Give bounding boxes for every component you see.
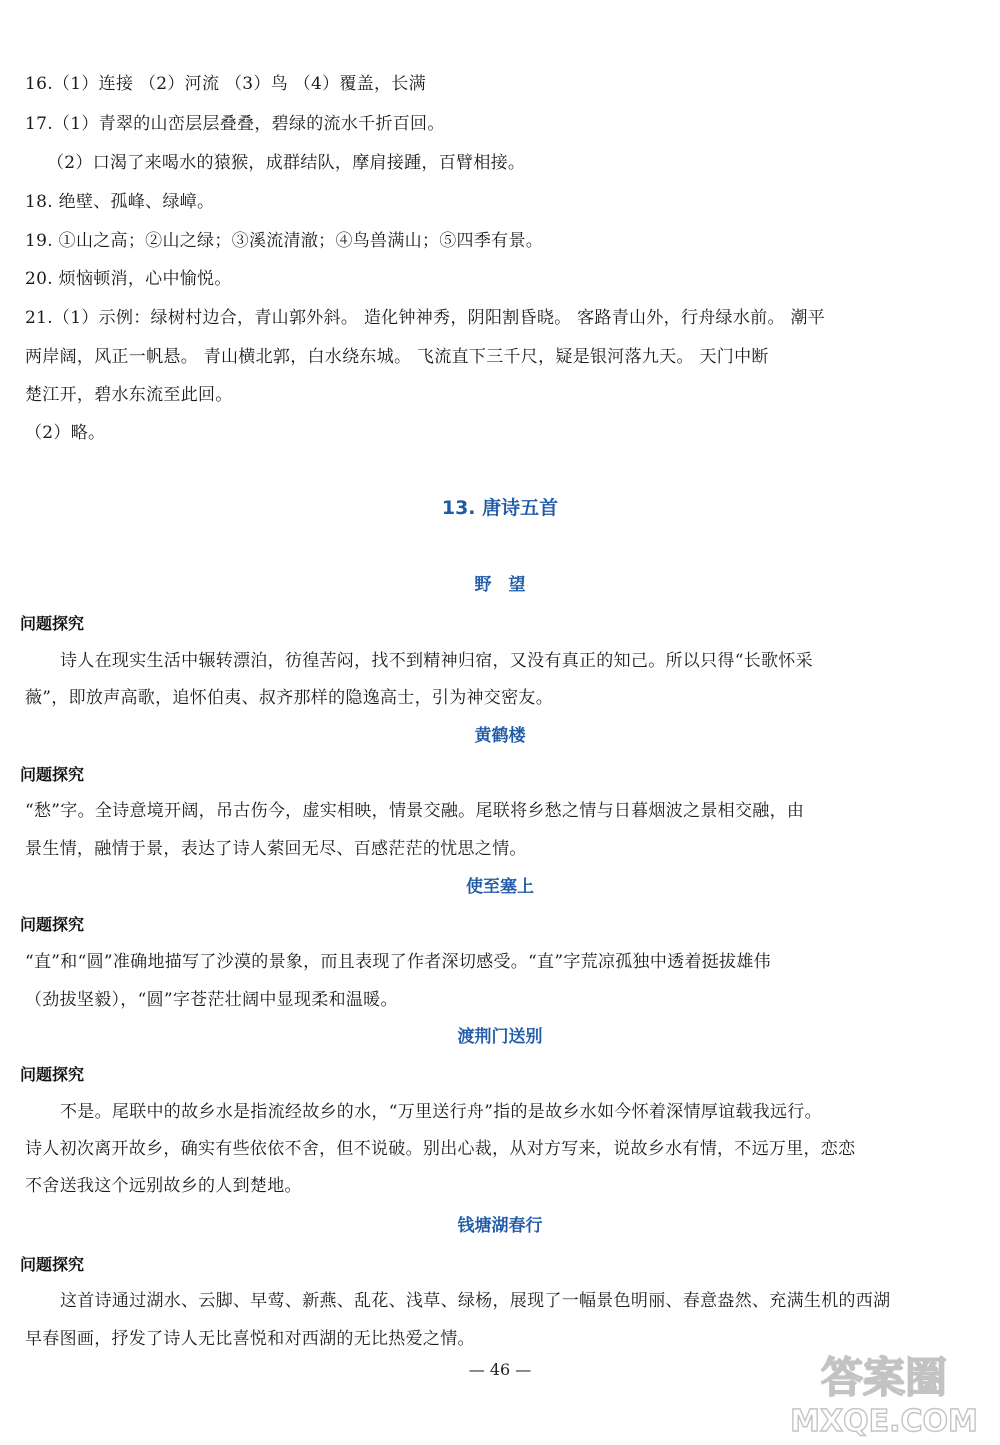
- poem-1-text-line1: 诗人在现实生活中辗转漂泊，彷徨苦闷，找不到精神归宿，又没有真正的知己。所以只得“长歌怀采: [60, 651, 813, 671]
- answer-21-line2: 两岸阔，风正一帆悬。 青山横北郭，白水绕东城。 飞流直下三千尺，疑是银河落九天。 天门中断: [25, 347, 769, 367]
- watermark-logo: [777, 1347, 992, 1437]
- question-label: 问题探究: [20, 765, 85, 784]
- question-label: 问题探究: [20, 915, 85, 934]
- page-number: — 46 —: [468, 1360, 532, 1379]
- poem-2-text-line2: 景生情，融情于景，表达了诗人萦回无尽、百感茫茫的忧思之情。: [25, 839, 527, 859]
- poem-title-dujingmen: 渡荆门送别: [457, 1027, 543, 1047]
- poem-title-huanghelou: 黄鹤楼: [474, 726, 526, 746]
- question-label: 问题探究: [20, 1255, 85, 1274]
- poem-5-text-line1: 这首诗通过湖水、云脚、早莺、新燕、乱花、浅草、绿杨，展现了一幅景色明丽、春意盎然、充满生机的西湖: [60, 1291, 891, 1311]
- poem-2-text-line1: “愁”字。全诗意境开阔，吊古伤今，虚实相映，情景交融。尾联将乡愁之情与日暮烟波之景相交融，由: [25, 801, 805, 821]
- watermark-text-cn: 答案圈: [820, 1353, 948, 1402]
- question-label: 问题探究: [20, 614, 85, 633]
- answer-17-part1: 17.（1）青翠的山峦层层叠叠，碧绿的流水千折百回。: [25, 114, 445, 134]
- answer-21-part2: （2）略。: [25, 423, 106, 443]
- poem-3-text-line1: “直”和“圆”准确地描写了沙漠的景象，而且表现了作者深切感受。“直”字荒凉孤独中透着挺拔雄伟: [25, 952, 771, 972]
- poem-5-text-line2: 早春图画，抒发了诗人无比喜悦和对西湖的无比热爱之情。: [25, 1329, 475, 1349]
- poem-title-yewang: 野 望: [474, 575, 526, 595]
- section-title: 13. 唐诗五首: [441, 497, 559, 519]
- poem-4-text-line2: 诗人初次离开故乡，确实有些依依不舍，但不说破。别出心裁，从对方写来，说故乡水有情，不远万里，恋恋: [25, 1139, 856, 1159]
- answer-20: 20. 烦恼顿消，心中愉悦。: [25, 269, 232, 289]
- answer-17-part2: （2）口渴了来喝水的猿猴，成群结队，摩肩接踵，百臂相接。: [47, 153, 526, 173]
- question-label: 问题探究: [20, 1065, 85, 1084]
- poem-title-qiantanghu: 钱塘湖春行: [457, 1216, 543, 1236]
- poem-4-text-line3: 不舍送我这个远别故乡的人到楚地。: [25, 1176, 302, 1196]
- poem-4-text-line1: 不是。尾联中的故乡水是指流经故乡的水，“万里送行舟”指的是故乡水如今怀着深情厚谊载我远行。: [60, 1102, 822, 1122]
- answer-16: 16.（1）连接 （2）河流 （3）鸟 （4）覆盖，长满: [25, 74, 426, 94]
- poem-1-text-line2: 薇”，即放声高歌，追怀伯夷、叔齐那样的隐逸高士，引为神交密友。: [25, 688, 553, 708]
- answer-18: 18. 绝壁、孤峰、绿嶂。: [25, 192, 215, 212]
- answer-21-line3: 楚江开，碧水东流至此回。: [25, 385, 233, 405]
- poem-title-shizhisaishang: 使至塞上: [466, 877, 534, 897]
- poem-3-text-line2: （劲拔坚毅），“圆”字苍茫壮阔中显现柔和温暖。: [25, 990, 398, 1010]
- answer-19: 19. ①山之高；②山之绿；③溪流清澈；④鸟兽满山；⑤四季有景。: [25, 231, 544, 251]
- watermark-text-en: MXQE.COM: [790, 1404, 978, 1437]
- answer-21-line1: 21.（1）示例：绿树村边合，青山郭外斜。 造化钟神秀，阴阳割昏晓。 客路青山外，行舟绿水前。 潮平: [25, 308, 826, 328]
